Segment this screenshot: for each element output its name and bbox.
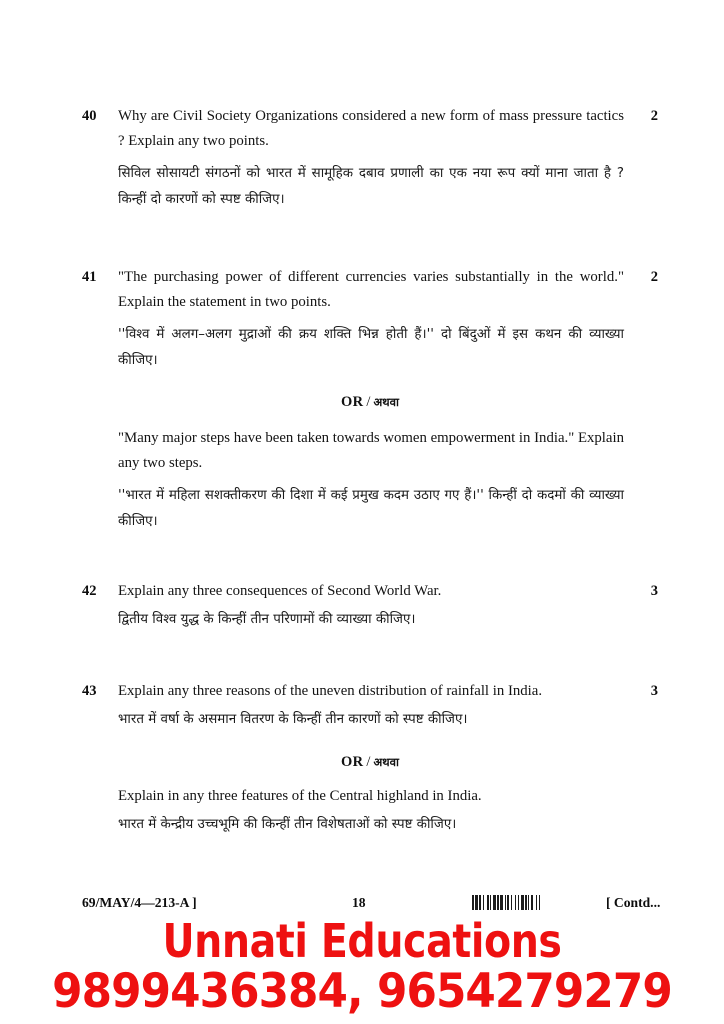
question-body-41 bbox=[118, 265, 632, 374]
or-label-hindi: अथवा bbox=[373, 755, 399, 769]
footer-page-number: 18 bbox=[352, 895, 366, 910]
question-42-hindi: द्वितीय विश्व युद्ध के किन्हीं तीन परिणामों की व्याख्या कीजिए। bbox=[118, 612, 416, 627]
question-41-alt-hindi: ''भारत में महिला सशक्तीकरण की दिशा में कई प्रमुख कदम उठाए गए हैं।'' किन्हीं दो कदमों की व्याख्या कीजिए। bbox=[118, 488, 624, 529]
question-row bbox=[82, 104, 658, 213]
question-body-41-alt bbox=[118, 426, 632, 535]
question-number-40: 40 bbox=[82, 108, 97, 124]
question-row bbox=[82, 579, 658, 633]
watermark-banner bbox=[0, 916, 724, 1018]
question-block-43-alternative bbox=[82, 784, 658, 838]
question-number-42: 42 bbox=[82, 583, 97, 599]
question-body-40 bbox=[118, 104, 632, 213]
or-slash: / bbox=[366, 394, 371, 410]
question-number-43: 43 bbox=[82, 683, 97, 699]
question-body-43-alt bbox=[118, 784, 632, 838]
watermark-institute-name: Unnati Educations bbox=[162, 914, 562, 968]
question-block-40 bbox=[82, 104, 658, 213]
question-41-english: "The purchasing power of different currencies varies substantially in the world." Explain the statement in two points. bbox=[118, 269, 624, 310]
or-separator-41 bbox=[82, 391, 658, 413]
paper-code: 69/MAY/4—213-A ] bbox=[82, 895, 197, 910]
or-slash: / bbox=[366, 754, 371, 770]
question-body-43 bbox=[118, 679, 632, 733]
question-row bbox=[82, 679, 658, 733]
question-41-alt-english: "Many major steps have been taken towards women empowerment in India." Explain any two steps. bbox=[118, 430, 624, 471]
spacer bbox=[118, 315, 624, 322]
question-43-marks: 3 bbox=[650, 683, 658, 699]
barcode bbox=[472, 895, 597, 910]
question-block-41 bbox=[82, 265, 658, 374]
continued-label: [ Contd... bbox=[606, 895, 661, 910]
barcode-bar bbox=[540, 895, 541, 910]
question-row bbox=[82, 265, 658, 374]
question-43-alt-hindi: भारत में केन्द्रीय उच्चभूमि की किन्हीं तीन विशेषताओं को स्पष्ट कीजिए। bbox=[118, 817, 457, 832]
question-40-marks: 2 bbox=[650, 108, 658, 124]
spacer bbox=[118, 154, 624, 161]
question-42-marks: 3 bbox=[650, 583, 658, 599]
question-43-hindi: भारत में वर्षा के असमान वितरण के किन्हीं तीन कारणों को स्पष्ट कीजिए। bbox=[118, 712, 468, 727]
question-row bbox=[82, 426, 658, 535]
question-number-41: 41 bbox=[82, 269, 97, 285]
watermark-phone-numbers: 9899436384, 9654279279 bbox=[52, 964, 672, 1019]
question-body-42 bbox=[118, 579, 632, 633]
question-43-english: Explain any three reasons of the uneven distribution of rainfall in India. bbox=[118, 683, 543, 699]
question-42-english: Explain any three consequences of Second World War. bbox=[118, 583, 442, 599]
or-label-english: OR bbox=[341, 394, 364, 410]
or-label-hindi: अथवा bbox=[373, 395, 399, 409]
or-label-english: OR bbox=[341, 754, 364, 770]
question-40-hindi: सिविल सोसायटी संगठनों को भारत में सामूहिक दबाव प्रणाली का एक नया रूप क्यों माना जाता है ? किन्हीं दो कारणों को स्पष्ट कीजिए। bbox=[118, 166, 624, 207]
spacer bbox=[118, 476, 624, 483]
question-block-43 bbox=[82, 679, 658, 733]
page-footer bbox=[82, 893, 661, 913]
question-row bbox=[82, 784, 658, 838]
question-block-41-alternative bbox=[82, 426, 658, 535]
question-block-42 bbox=[82, 579, 658, 633]
question-41-hindi: ''विश्व में अलग–अलग मुद्राओं की क्रय शक्ति भिन्न होती हैं।'' दो बिंदुओं में इस कथन की व्याख्या कीजिए। bbox=[118, 327, 624, 368]
question-40-english: Why are Civil Society Organizations considered a new form of mass pressure tactics ? Explain any two points. bbox=[118, 108, 624, 149]
question-41-marks: 2 bbox=[650, 269, 658, 285]
or-separator-43 bbox=[82, 751, 658, 773]
question-43-alt-english: Explain in any three features of the Central highland in India. bbox=[118, 788, 482, 804]
